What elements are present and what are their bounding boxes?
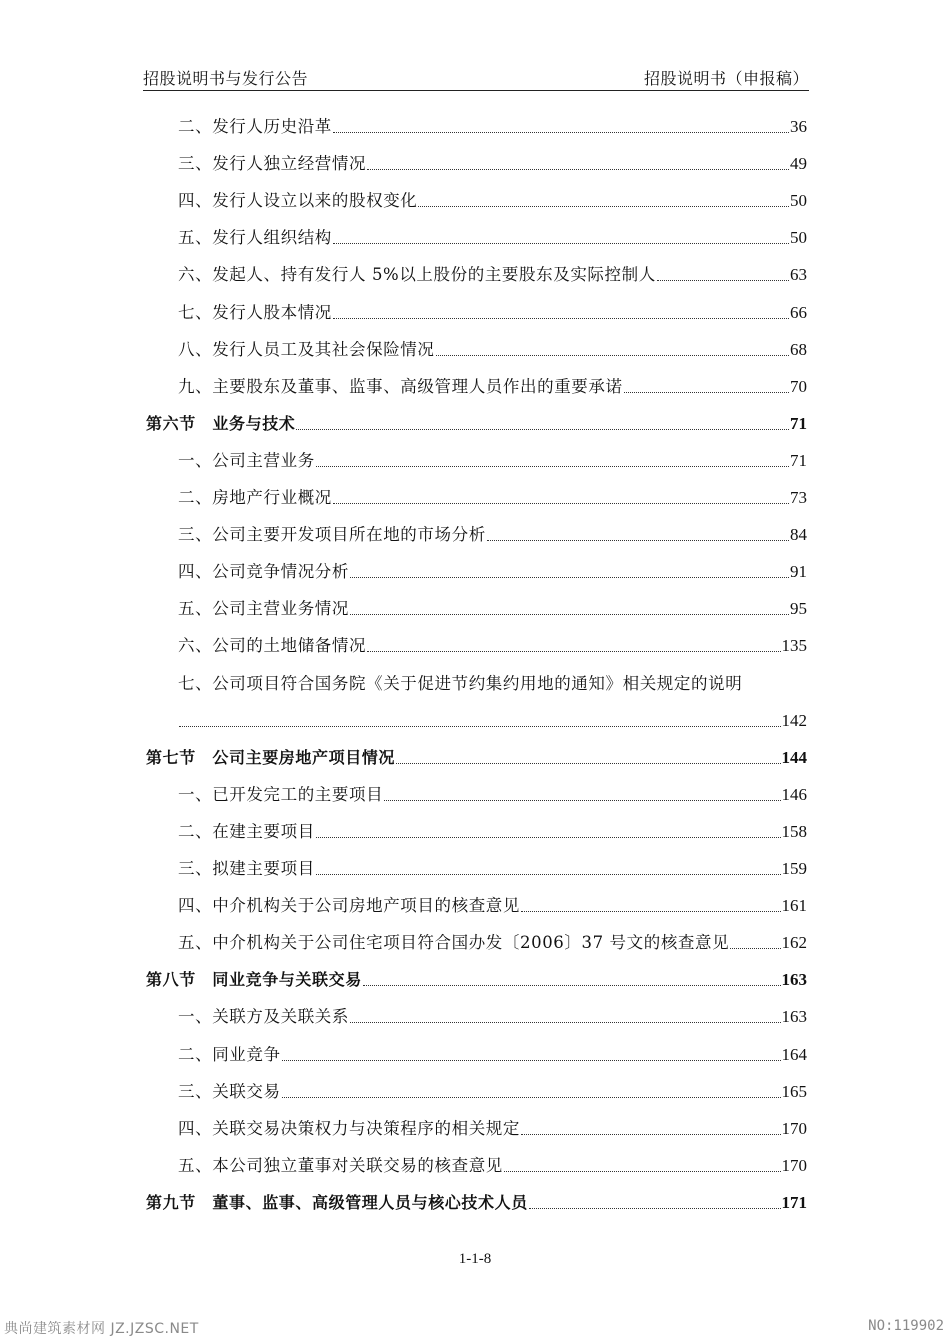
dot-leader <box>418 205 789 207</box>
toc-item-title: 一、关联方及关联关系 <box>178 1007 349 1027</box>
toc-item[interactable] <box>178 294 807 324</box>
watermark-number: NO:119902 <box>868 1318 944 1334</box>
toc-section-page: 71 <box>790 413 807 433</box>
toc-item-page: 71 <box>790 450 807 470</box>
dot-leader <box>316 836 781 838</box>
toc-item-title: 四、中介机构关于公司房地产项目的核查意见 <box>178 896 520 916</box>
toc-item[interactable] <box>178 479 807 509</box>
toc-item-title: 二、在建主要项目 <box>178 821 315 841</box>
dot-leader <box>504 1170 781 1172</box>
dot-leader <box>730 947 780 949</box>
dot-leader <box>333 502 789 504</box>
dot-leader <box>350 1021 781 1023</box>
toc-item-page: 70 <box>790 376 807 396</box>
dot-leader <box>367 168 789 170</box>
toc-item-page: 63 <box>790 265 807 285</box>
toc-item[interactable] <box>178 850 807 880</box>
toc-section-title: 第六节 业务与技术 <box>146 413 296 433</box>
header-left-title: 招股说明书与发行公告 <box>143 69 309 88</box>
toc-item-title: 八、发行人员工及其社会保险情况 <box>178 339 435 359</box>
toc-item-title: 六、公司的土地储备情况 <box>178 636 367 656</box>
toc-item[interactable] <box>178 1036 807 1066</box>
toc-item[interactable] <box>178 108 807 138</box>
toc-item-title: 三、发行人独立经营情况 <box>178 154 367 174</box>
page-number: 1-1-8 <box>458 1251 492 1267</box>
toc-item[interactable] <box>178 256 807 286</box>
toc-item-page: 170 <box>781 1155 807 1175</box>
dot-leader <box>384 799 780 801</box>
toc-section-page: 144 <box>781 747 807 767</box>
toc-item-page: 135 <box>781 636 807 656</box>
toc-section[interactable] <box>146 1184 807 1214</box>
header-right-title: 招股说明书（申报稿） <box>643 69 809 88</box>
toc-item-title: 五、公司主营业务情况 <box>178 599 349 619</box>
toc-item-title: 四、关联交易决策权力与决策程序的相关规定 <box>178 1118 520 1138</box>
toc-item-page: 95 <box>790 599 807 619</box>
dot-leader <box>282 1059 781 1061</box>
toc-item-page: 158 <box>781 821 807 841</box>
toc-item-page: 162 <box>781 933 807 953</box>
toc-item[interactable] <box>178 145 807 175</box>
toc-item-page: 146 <box>781 784 807 804</box>
toc-item[interactable] <box>178 219 807 249</box>
toc-item-title: 一、已开发完工的主要项目 <box>178 784 384 804</box>
toc-item[interactable] <box>178 776 807 806</box>
toc-item-title: 二、发行人历史沿革 <box>178 117 332 136</box>
toc-item-title: 七、公司项目符合国务院《关于促进节约集约用地的通知》相关规定的说明 <box>178 673 743 693</box>
toc-item[interactable] <box>178 442 807 472</box>
toc-item-title: 三、拟建主要项目 <box>178 859 315 878</box>
toc-item-page: 36 <box>790 117 807 136</box>
toc-item-page: 50 <box>790 228 807 248</box>
dot-leader <box>487 539 789 541</box>
dot-leader <box>316 465 789 467</box>
toc-item-page: 84 <box>790 525 807 545</box>
toc-item[interactable] <box>178 1073 807 1103</box>
toc-item[interactable] <box>178 924 807 954</box>
toc-item-title: 三、关联交易 <box>178 1081 281 1101</box>
dot-leader <box>521 1133 781 1135</box>
toc-item-title: 七、发行人股本情况 <box>178 302 332 322</box>
toc-item-title: 一、公司主营业务 <box>178 450 315 470</box>
toc-item-page: 165 <box>781 1081 807 1101</box>
dot-leader <box>624 391 789 393</box>
dot-leader <box>333 131 789 133</box>
page-header <box>143 64 809 91</box>
toc-section-title: 第八节 同业竞争与关联交易 <box>146 970 362 990</box>
toc-section-page: 171 <box>781 1192 807 1212</box>
dot-leader <box>657 279 789 281</box>
toc-item-page: 73 <box>790 488 807 507</box>
toc-item[interactable] <box>178 1110 807 1140</box>
dot-leader <box>179 725 781 727</box>
toc-section[interactable] <box>146 405 807 435</box>
toc-item[interactable] <box>178 553 807 583</box>
dot-leader <box>282 1096 781 1098</box>
toc-section-title: 第七节 公司主要房地产项目情况 <box>146 747 396 767</box>
toc-item-page: 91 <box>790 562 807 582</box>
toc-item-page: 164 <box>781 1044 807 1064</box>
toc-item[interactable] <box>178 998 807 1028</box>
toc-item-title: 五、中介机构关于公司住宅项目符合国办发〔2006〕37 号文的核查意见 <box>178 933 730 953</box>
toc-section[interactable] <box>146 961 807 991</box>
toc-item[interactable] <box>178 627 807 657</box>
toc-item[interactable] <box>178 182 807 212</box>
toc-item-title: 五、本公司独立董事对关联交易的核查意见 <box>178 1155 503 1175</box>
dot-leader <box>333 242 789 244</box>
dot-leader <box>333 317 789 319</box>
toc-item-page: 161 <box>781 896 807 916</box>
toc-item-title: 六、发起人、持有发行人 5%以上股份的主要股东及实际控制人 <box>178 265 656 285</box>
toc-item-page: 68 <box>790 339 807 359</box>
toc-item-page: 159 <box>781 859 807 878</box>
toc-item-title: 九、主要股东及董事、监事、高级管理人员作出的重要承诺 <box>178 376 623 396</box>
toc-item-title: 二、同业竞争 <box>178 1044 281 1064</box>
toc-item-page: 142 <box>781 710 807 730</box>
toc-item-page: 163 <box>781 1007 807 1027</box>
toc-item-title: 四、公司竞争情况分析 <box>178 562 349 582</box>
toc-section-title: 第九节 董事、监事、高级管理人员与核心技术人员 <box>146 1192 528 1212</box>
toc-item[interactable] <box>178 813 807 843</box>
watermark-site: 典尚建筑素材网 JZ.JZSC.NET <box>4 1321 199 1337</box>
dot-leader <box>350 613 789 615</box>
toc-item[interactable] <box>178 368 807 398</box>
toc-section[interactable] <box>146 739 807 769</box>
toc-item[interactable] <box>178 665 807 695</box>
toc-item[interactable] <box>178 887 807 917</box>
toc-item-continuation[interactable] <box>178 702 807 732</box>
dot-leader <box>350 576 789 578</box>
dot-leader <box>367 650 780 652</box>
toc-item-page: 49 <box>790 154 807 174</box>
dot-leader <box>363 984 781 986</box>
toc-item-page: 50 <box>790 191 807 211</box>
toc-item[interactable] <box>178 590 807 620</box>
toc-item[interactable] <box>178 1147 807 1177</box>
toc-item[interactable] <box>178 331 807 361</box>
dot-leader <box>529 1207 781 1209</box>
toc-item-title: 五、发行人组织结构 <box>178 228 332 248</box>
toc-item[interactable] <box>178 516 807 546</box>
toc-item-title: 二、房地产行业概况 <box>178 488 332 507</box>
dot-leader <box>521 910 781 912</box>
toc-item-title: 四、发行人设立以来的股权变化 <box>178 191 418 211</box>
dot-leader <box>396 762 780 764</box>
toc-item-page: 170 <box>781 1118 807 1138</box>
dot-leader <box>316 873 781 875</box>
toc-item-title: 三、公司主要开发项目所在地的市场分析 <box>178 525 486 545</box>
dot-leader <box>436 354 790 356</box>
dot-leader <box>296 428 789 430</box>
toc-section-page: 163 <box>781 970 807 990</box>
toc-item-page: 66 <box>790 302 807 322</box>
